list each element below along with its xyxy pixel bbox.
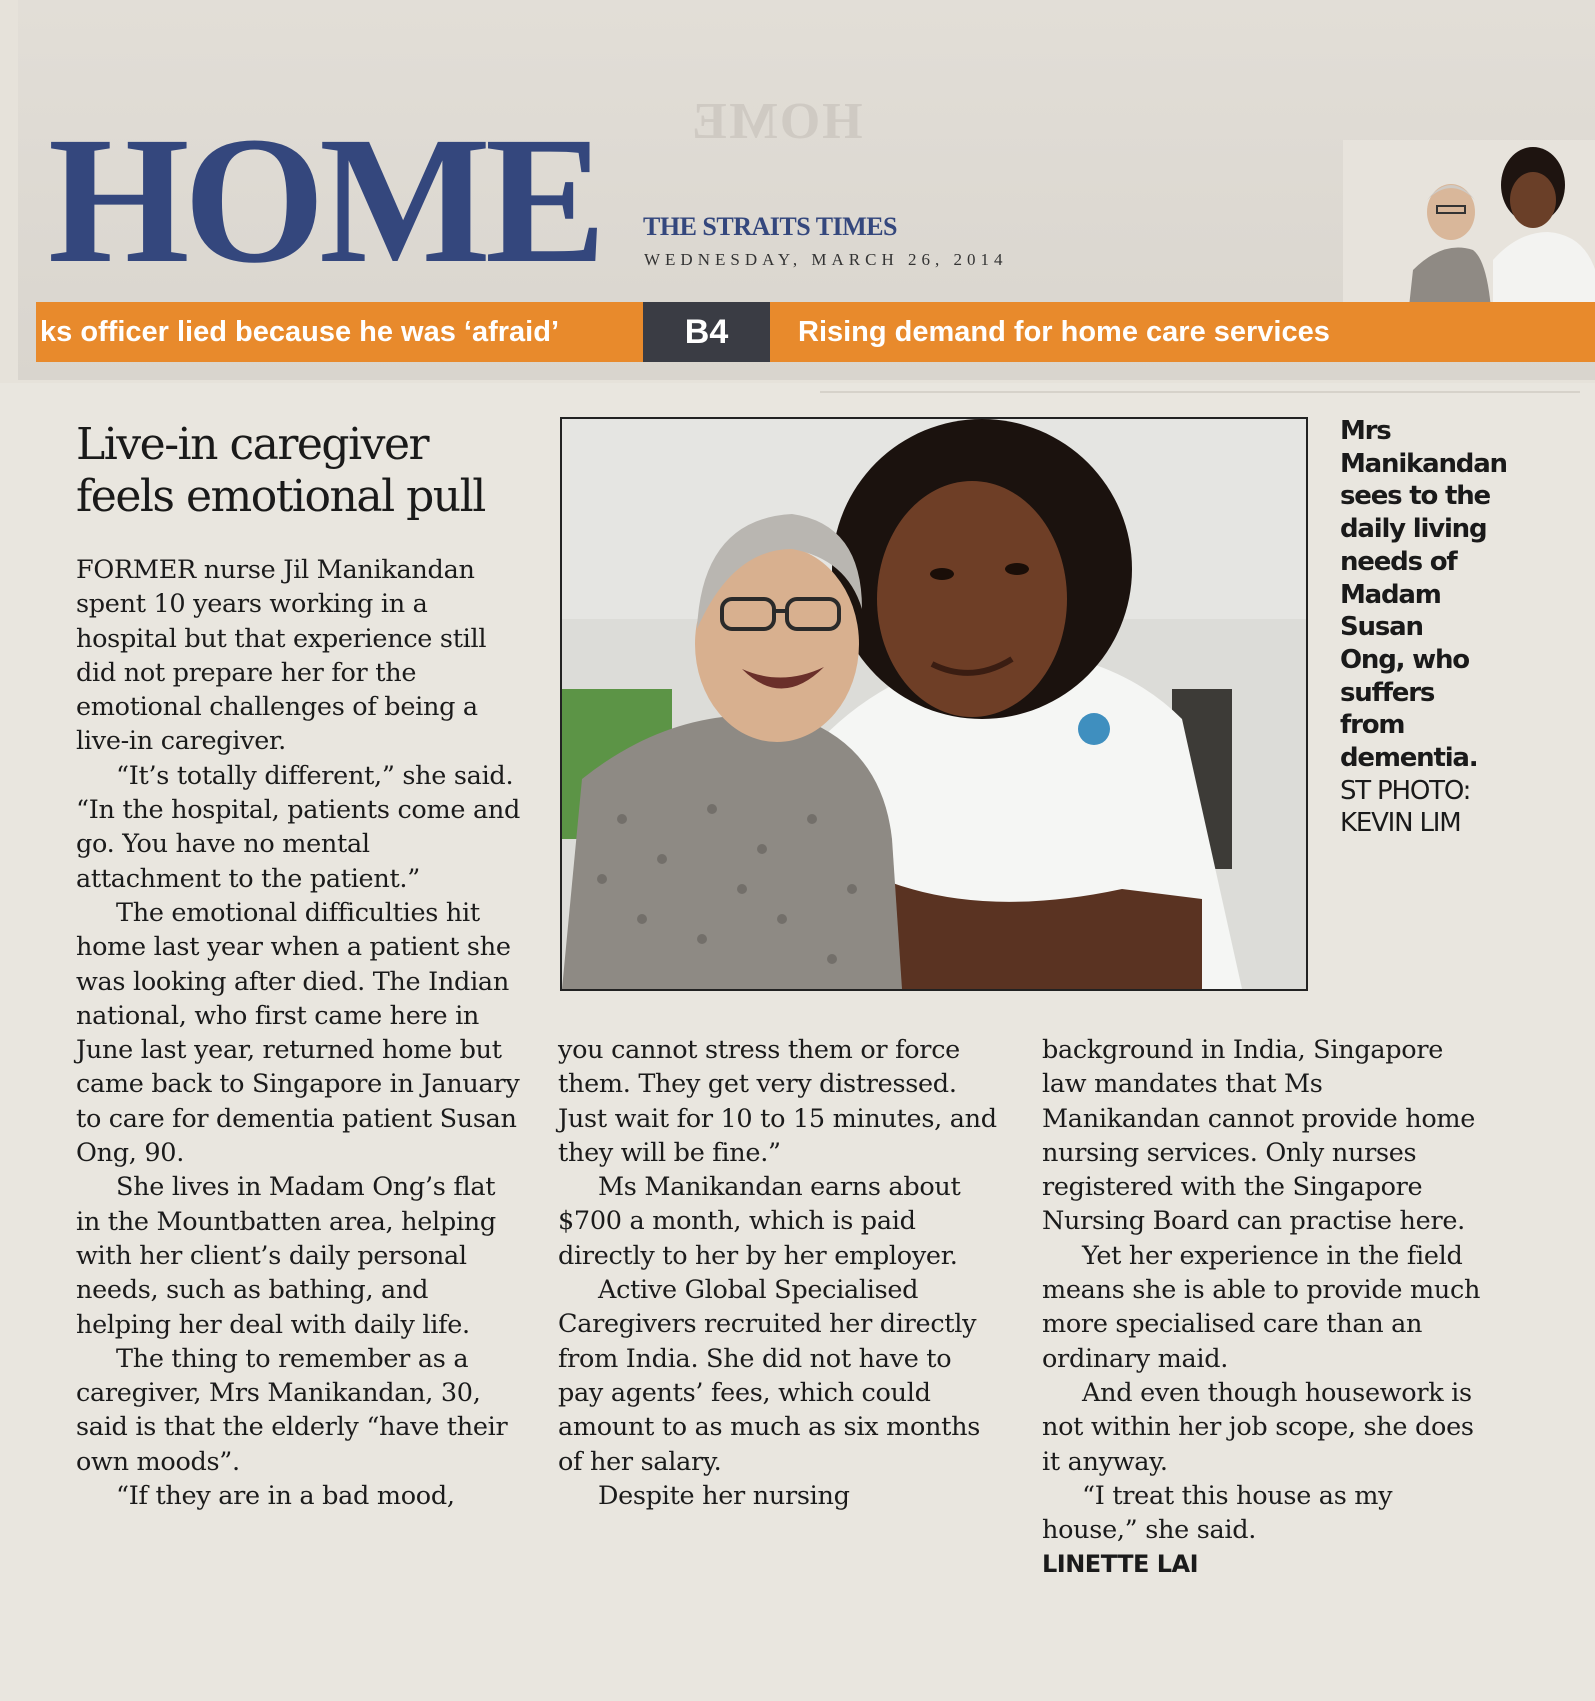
- paragraph: Yet her experience in the field means she is able to provide much more specialised care than an ordinary maid.: [1042, 1240, 1481, 1374]
- paragraph: FORMER nurse Jil Manikandan spent 10 years working in a hospital but that experience still did not prepare her for the emotional challenges of being a live-in caregiver.: [76, 555, 487, 757]
- teaser-headline-previous[interactable]: ks officer lied because he was ‘afraid’: [40, 316, 559, 348]
- paragraph: Despite her nursing: [598, 1480, 850, 1511]
- paragraph: “I treat this house as my house,” she said.: [1042, 1480, 1393, 1546]
- paragraph: “It’s totally different,” she said. “In the hospital, patients come and go. You have no mental attachment to the patient.”: [76, 760, 521, 894]
- newspaper-name: THE STRAITS TIMES: [643, 212, 898, 241]
- divider: [820, 391, 1580, 393]
- paragraph: Active Global Specialised Caregivers recruited her directly from India. She did not have to pay agents’ fees, which could amount to as much as six months of her salary.: [558, 1275, 980, 1477]
- teaser-bar: [36, 302, 1595, 362]
- paragraph: And even though housework is not within her job scope, she does it anyway.: [1042, 1377, 1474, 1477]
- paragraph: She lives in Madam Ong’s flat in the Mountbatten area, helping with her client’s daily personal needs, such as bathing, and helping her deal with daily life.: [76, 1172, 496, 1340]
- article-headline: Live-in caregiver feels emotional pull: [76, 419, 485, 522]
- paragraph: “If they are in a bad mood,: [116, 1481, 455, 1512]
- article: [0, 383, 1595, 1701]
- publication-date: WEDNESDAY, MARCH 26, 2014: [644, 250, 1008, 269]
- paragraph: Ms Manikandan earns about $700 a month, which is paid directly to her by her employer.: [558, 1172, 961, 1271]
- article-column-2: [558, 1033, 998, 1513]
- teaser-headline[interactable]: Rising demand for home care services: [798, 316, 1330, 348]
- paragraph: The thing to remember as a caregiver, Mrs Manikandan, 30, said is that the elderly “have their own moods”.: [76, 1343, 508, 1477]
- paragraph: The emotional difficulties hit home last year when a patient she was looking after died. The Indian national, who first came here in June last year, returned home but came back to Singapore in January to care for dementia patient Susan Ong, 90.: [76, 897, 520, 1169]
- photo-credit: ST PHOTO: KEVIN LIM: [1340, 775, 1471, 839]
- byline: LINETTE LAI: [1042, 1550, 1199, 1579]
- paragraph: background in India, Singapore law mandates that Ms Manikandan cannot provide home nursing services. Only nurses registered with the Singapore Nursing Board can practise here.: [1042, 1035, 1476, 1237]
- photo-caption: [1340, 415, 1507, 840]
- bleed-through-text: HOME: [690, 93, 863, 150]
- caption-text: Mrs Manikandan sees to the daily living needs of Madam Susan Ong, who suffers from dementia.: [1340, 416, 1507, 774]
- section-title: HOME: [48, 100, 601, 301]
- article-column-3: [1042, 1033, 1482, 1582]
- page-number-badge: B4: [643, 302, 770, 362]
- article-photo: [560, 417, 1308, 991]
- masthead: [18, 0, 1595, 380]
- paragraph: you cannot stress them or force them. They get very distressed. Just wait for 10 to 15 minutes, and they will be fine.”: [558, 1035, 997, 1168]
- article-column-1: [76, 553, 521, 1513]
